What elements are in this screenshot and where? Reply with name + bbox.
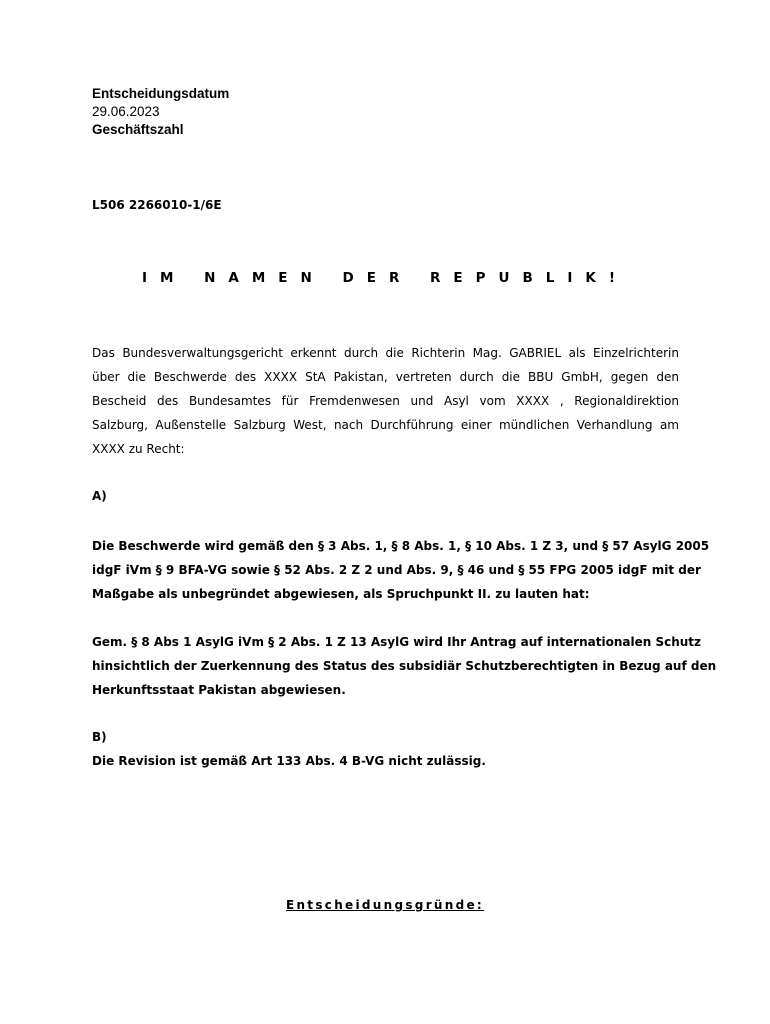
section-a-line: Herkunftsstaat Pakistan abgewiesen. [92, 683, 346, 697]
intro-line: über die Beschwerde des XXXX StA Pakistan, vertreten durch die BBU GmbH, gegen den [92, 370, 679, 384]
section-a-line: Gem. § 8 Abs 1 AsylG iVm § 2 Abs. 1 Z 13 AsylG wird Ihr Antrag auf internationalen Schutz [92, 635, 702, 649]
section-b-heading: B) [92, 730, 107, 744]
intro-line: Salzburg, Außenstelle Salzburg West, nach Durchführung einer mündlichen Verhandlung am [92, 418, 679, 432]
section-a-paragraph-2 [92, 630, 717, 702]
section-b-text: Die Revision ist gemäß Art 133 Abs. 4 B-VG nicht zulässig. [92, 754, 486, 768]
section-a-line: idgF iVm § 9 BFA-VG sowie § 52 Abs. 2 Z 2 und Abs. 9, § 46 und § 55 FPG 2005 idgF mit der [92, 563, 701, 577]
case-number-value: L506 2266010-1/6E [92, 198, 222, 212]
intro-line: Das Bundesverwaltungsgericht erkennt durch die Richterin Mag. GABRIEL als Einzelrichterin [92, 346, 679, 360]
section-a-line: Die Beschwerde wird gemäß den § 3 Abs. 1, § 8 Abs. 1, § 10 Abs. 1 Z 3, und § 57 AsylG 2005 [92, 539, 710, 553]
intro-paragraph [92, 341, 679, 461]
section-a-line: hinsichtlich der Zuerkennung des Status des subsidiär Schutzberechtigten in Bezug auf den [92, 659, 717, 673]
document-title: IM NAMEN DER REPUBLIK! [141, 270, 629, 286]
intro-line: XXXX zu Recht: [92, 442, 185, 456]
intro-line: Bescheid des Bundesamtes für Fremdenwesen und Asyl vom XXXX , Regionaldirektion [92, 394, 679, 408]
section-a-heading: A) [92, 489, 107, 503]
decision-date-label: Entscheidungsdatum [92, 86, 230, 101]
reasons-heading: Entscheidungsgründe: [285, 898, 485, 912]
section-a-line: Maßgabe als unbegründet abgewiesen, als Spruchpunkt II. zu lauten hat: [92, 587, 590, 601]
section-a-paragraph-1 [92, 534, 710, 606]
decision-date-value: 29.06.2023 [92, 104, 160, 119]
case-number-label: Geschäftszahl [92, 122, 184, 137]
